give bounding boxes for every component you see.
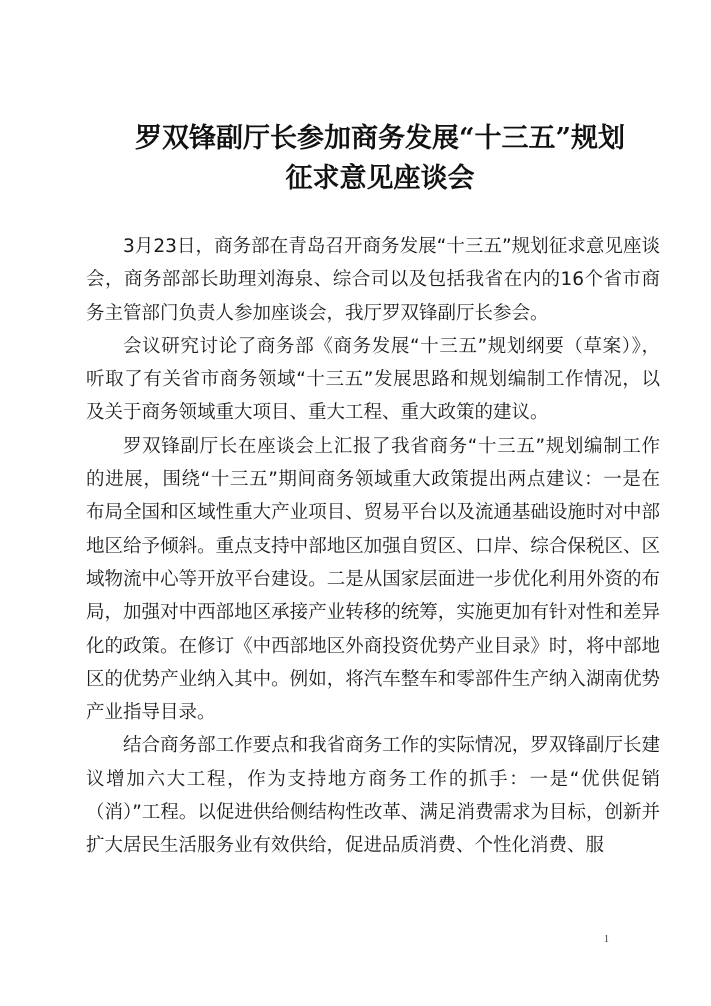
- paragraph: 结合商务部工作要点和我省商务工作的实际情况，罗双锋副厅长建议增加六大工程，作为支持地方商务工作的抓手：一是“优供促销（消）”工程。以促进供给侧结构性改革、满足消费需求为目标，创新并扩大居民生活服务业有效供给，促进品质消费、个性化消费、服: [86, 735, 660, 857]
- paragraph: 罗双锋副厅长在座谈会上汇报了我省商务“十三五”规划编制工作的进展，围绕“十三五”期间商务领域重大政策提出两点建议：一是在布局全国和区域性重大产业项目、贸易平台以及流通基础设施时对中部地区给予倾斜。重点支持中部地区加强自贸区、口岸、综合保税区、区域物流中心等开放平台建设。二是从国家层面进一步优化利用外资的布局，加强对中西部地区承接产业转移的统筹，实施更加有针对性和差异化的政策。在修订《中西部地区外商投资优势产业目录》时，将中部地区的优势产业纳入其中。例如，将汽车整车和零部件生产纳入湖南优势产业指导目录。: [86, 435, 660, 724]
- page-number: 1: [604, 934, 609, 945]
- document-title-line-2: 征求意见座谈会: [285, 163, 475, 194]
- document-title-line-1: 罗双锋副厅长参加商务发展“十三五”规划: [134, 123, 626, 154]
- document-body: [86, 230, 660, 863]
- paragraph: 会议研究讨论了商务部《商务发展“十三五”规划纲要（草案）》，听取了有关省市商务领域“十三五”发展思路和规划编制工作情况，以及关于商务领域重大项目、重大工程、重大政策的建议。: [86, 335, 660, 424]
- paragraph: 3月23日，商务部在青岛召开商务发展“十三五”规划征求意见座谈会，商务部部长助理刘海泉、综合司以及包括我省在内的16个省市商务主管部门负责人参加座谈会，我厅罗双锋副厅长参会。: [86, 236, 660, 324]
